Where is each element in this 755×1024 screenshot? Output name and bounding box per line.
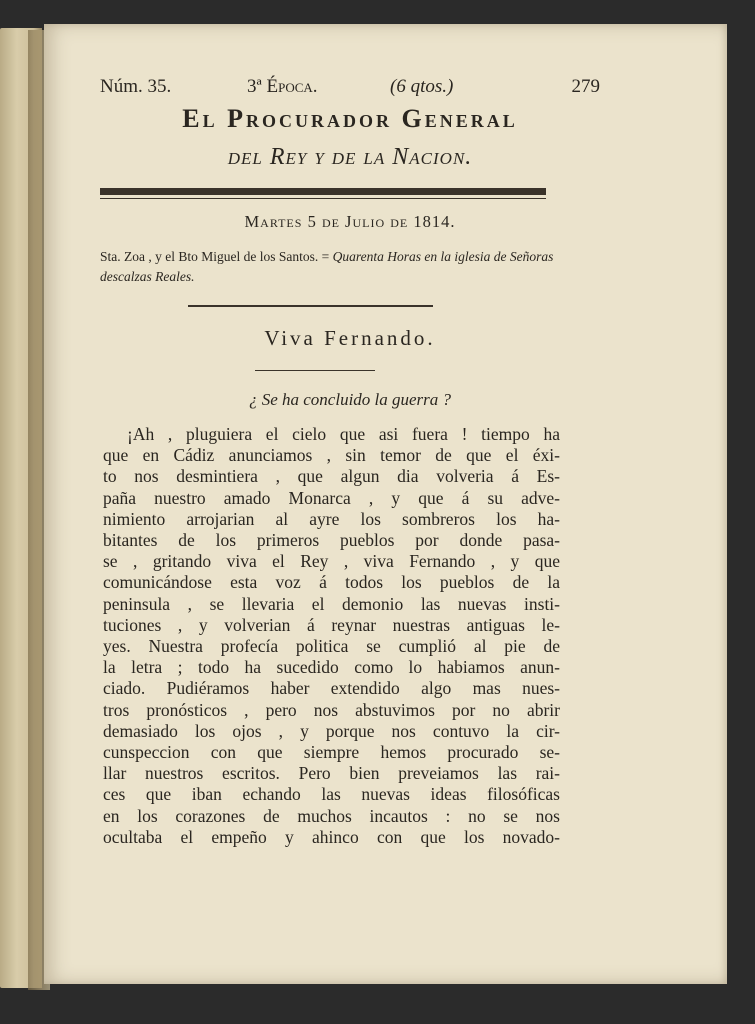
body-line: peninsula , se llevaria el demonio las nuevas insti-: [103, 593, 560, 614]
masthead-subtitle: del Rey y de la Nacion.: [227, 144, 473, 170]
masthead-rule-thin: [100, 198, 546, 199]
body-line: to nos desmintiera , que algun dia volveria á Es-: [103, 466, 560, 487]
issue-number: Núm. 35.: [100, 76, 172, 97]
saints-italic: Quarenta Horas en la iglesia de Señoras descalzas Reales.: [100, 249, 554, 284]
body-line: tuciones , y volverian á reynar nuestras antiguas le-: [103, 614, 560, 635]
saints-prefix: Sta. Zoa , y el Bto Miguel de los Santos. =: [100, 249, 333, 264]
article-question: ¿ Se ha concluido la guerra ?: [248, 390, 452, 409]
price-label: (6 qtos.): [390, 76, 454, 97]
page-number: 279: [571, 76, 600, 97]
body-line: ¡Ah , pluguiera el cielo que asi fuera ! tiempo ha: [127, 424, 560, 444]
masthead-title: El Procurador General: [182, 104, 518, 133]
body-line: paña nuestro amado Monarca , y que á su adve-: [103, 487, 560, 508]
body-line: cunspeccion con que siempre hemos procurado se-: [103, 742, 560, 763]
section-title-rule: [255, 370, 375, 371]
body-line: demasiado los ojos , y porque nos contuvo la cir-: [103, 720, 560, 741]
issue-date: Martes 5 de Julio de 1814.: [244, 212, 456, 231]
body-line: ciado. Pudiéramos haber extendido algo mas nues-: [103, 678, 560, 699]
epoch-label: 3ª Época.: [247, 76, 318, 97]
body-line: ocultaba el empeño y ahinco con que los novado-: [103, 826, 560, 847]
body-line: tros pronósticos , pero nos abstuvimos por no abrir: [103, 699, 560, 720]
body-line: la letra ; todo ha sucedido como lo habiamos anun-: [103, 657, 560, 678]
section-title: Viva Fernando.: [264, 326, 436, 350]
body-line: ces que iban echando las nuevas ideas filosóficas: [103, 784, 560, 805]
body-line: que en Cádiz anunciamos , sin temor de que el éxi-: [103, 445, 560, 466]
body-line: comunicándose esta voz á todos los pueblos de la: [103, 572, 560, 593]
body-line: llar nuestros escritos. Pero bien preveiamos las rai-: [103, 763, 560, 784]
saints-of-day: [100, 247, 560, 287]
body-line: se , gritando viva el Rey , viva Fernando , y que: [103, 551, 560, 572]
body-line: en los corazones de muchos incautos : no se nos: [103, 805, 560, 826]
body-line: yes. Nuestra profecía politica se cumplió al pie de: [103, 636, 560, 657]
body-line: nimiento arrojarian al ayre los sombreros los ha-: [103, 508, 560, 529]
masthead-rule: [100, 188, 546, 195]
header-row: [100, 76, 600, 102]
article-body: [103, 424, 560, 848]
body-line: bitantes de los primeros pueblos por donde pasa-: [103, 530, 560, 551]
section-rule: [188, 305, 433, 307]
